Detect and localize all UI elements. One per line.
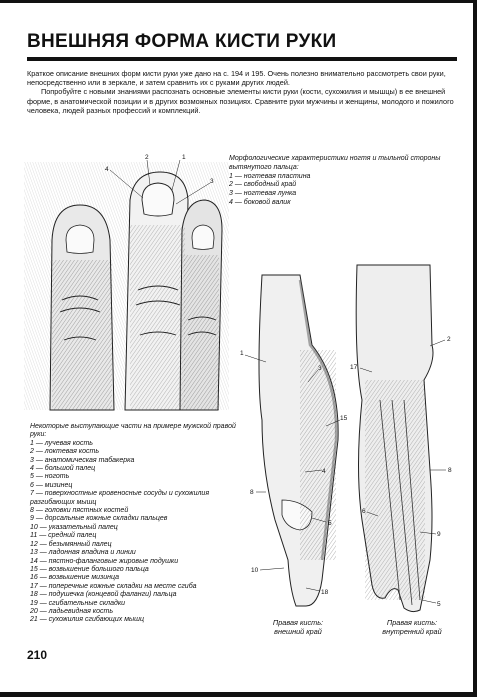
- inner-label-5: 5: [437, 601, 441, 608]
- hand-inner-edge-drawing: [350, 265, 452, 612]
- parts-list-item: 20 — ладьевидная кость: [30, 607, 114, 615]
- parts-list-item: 17 — поперечные кожные складки на месте сгиба: [30, 582, 197, 590]
- parts-caption: [30, 423, 240, 625]
- nail-caption-title: Морфологические характеристики ногтя и тыльной стороны вытянутого пальца:: [229, 155, 441, 171]
- hand-outer-edge-drawing: [240, 275, 348, 606]
- nail-legend-item: 1 — ногтевая пластина: [229, 172, 311, 180]
- parts-list-item: 8 — головки пястных костей: [30, 507, 129, 515]
- nail-label-4: 4: [105, 166, 109, 173]
- nail-label-1: 1: [182, 154, 186, 161]
- intro-paragraph-1: Краткое описание внешних форм кисти руки уже дано на с. 194 и 195. Очень полезно внимательно рассмотреть свои руки, непосредственно или в зеркале, и затем сравнить их с руками других людей.: [27, 69, 446, 88]
- parts-list-item: 15 — возвышение большого пальца: [30, 565, 149, 573]
- parts-list-item: 6 — мизинец: [30, 481, 73, 489]
- outer-label-5: 5: [328, 520, 332, 527]
- outer-caption-line2: внешний край: [274, 627, 322, 636]
- parts-list-item: 2 — локтевая кость: [30, 448, 100, 456]
- inner-label-8: 8: [448, 467, 452, 474]
- nail-legend-item: 4 — боковой валик: [229, 198, 291, 206]
- outer-label-15: 15: [340, 415, 348, 422]
- parts-list-item: 10 — указательный палец: [30, 523, 118, 531]
- inner-caption-line1: Правая кисть:: [386, 618, 438, 627]
- parts-list-item: 13 — ладонная впадина и линии: [30, 549, 136, 557]
- nail-legend-item: 3 — ногтевая лунка: [229, 190, 297, 198]
- inner-label-9: 9: [437, 531, 441, 538]
- parts-list-item: 11 — средний палец: [30, 532, 97, 540]
- inner-label-17: 17: [350, 364, 358, 371]
- parts-caption-title: Некоторые выступающие части на примере мужской правой руки:: [30, 423, 236, 439]
- parts-list-item: 5 — ноготь: [30, 473, 70, 481]
- parts-list-item: 9 — дорсальные кожные складки пальцев: [30, 515, 168, 523]
- fingers-drawing: [24, 154, 229, 410]
- nail-label-3: 3: [210, 178, 214, 185]
- inner-hand-caption: [372, 618, 452, 636]
- inner-label-6: 6: [362, 508, 366, 515]
- parts-list-item: 14 — пястно-фаланговые жировые подушки: [30, 557, 179, 565]
- intro-paragraph-2: Попробуйте с новыми знаниями распознать основные элементы кисти руки (кости, сухожилия и мышцы) в ее внешней форме, в анатомической позиции и в других возможных позициях. Сравните руки мужчины и женщины, молодого и пожилого человека, людей разных профессий и комплекций.: [27, 87, 454, 115]
- page-title: ВНЕШНЯЯ ФОРМА КИСТИ РУКИ: [27, 31, 337, 52]
- parts-list-item: 3 — анатомическая табакерка: [30, 456, 135, 464]
- inner-caption-line2: внутренний край: [382, 627, 442, 636]
- parts-list-item: 4 — большой палец: [30, 465, 96, 473]
- outer-label-10: 10: [251, 567, 259, 574]
- outer-hand-caption: [258, 618, 338, 636]
- outer-caption-line1: Правая кисть:: [272, 618, 324, 627]
- outer-label-18: 18: [321, 589, 329, 596]
- outer-label-3: 3: [318, 365, 322, 372]
- inner-label-2: 2: [447, 336, 451, 343]
- nail-caption: [229, 155, 459, 208]
- parts-list-item: 21 — сухожилия сгибающих мышц: [30, 616, 144, 624]
- parts-list-item: 18 — подушечка (концевой фаланги) пальца: [30, 591, 177, 599]
- parts-list-item: 1 — лучевая кость: [30, 439, 93, 447]
- parts-list-item: 12 — безымянный палец: [30, 540, 112, 548]
- parts-list-item: 7 — поверхностные кровеносные сосуды и сухожилия разгибающих мышц: [30, 490, 210, 506]
- outer-label-8: 8: [250, 489, 254, 496]
- outer-label-1: 1: [240, 350, 244, 357]
- parts-list-item: 16 — возвышение мизинца: [30, 574, 120, 582]
- outer-label-4: 4: [322, 468, 326, 475]
- parts-list-item: 19 — сгибательные складки: [30, 599, 126, 607]
- nail-legend-item: 2 — свободный край: [229, 181, 297, 189]
- nail-label-2: 2: [145, 154, 149, 161]
- page-number: 210: [27, 648, 48, 662]
